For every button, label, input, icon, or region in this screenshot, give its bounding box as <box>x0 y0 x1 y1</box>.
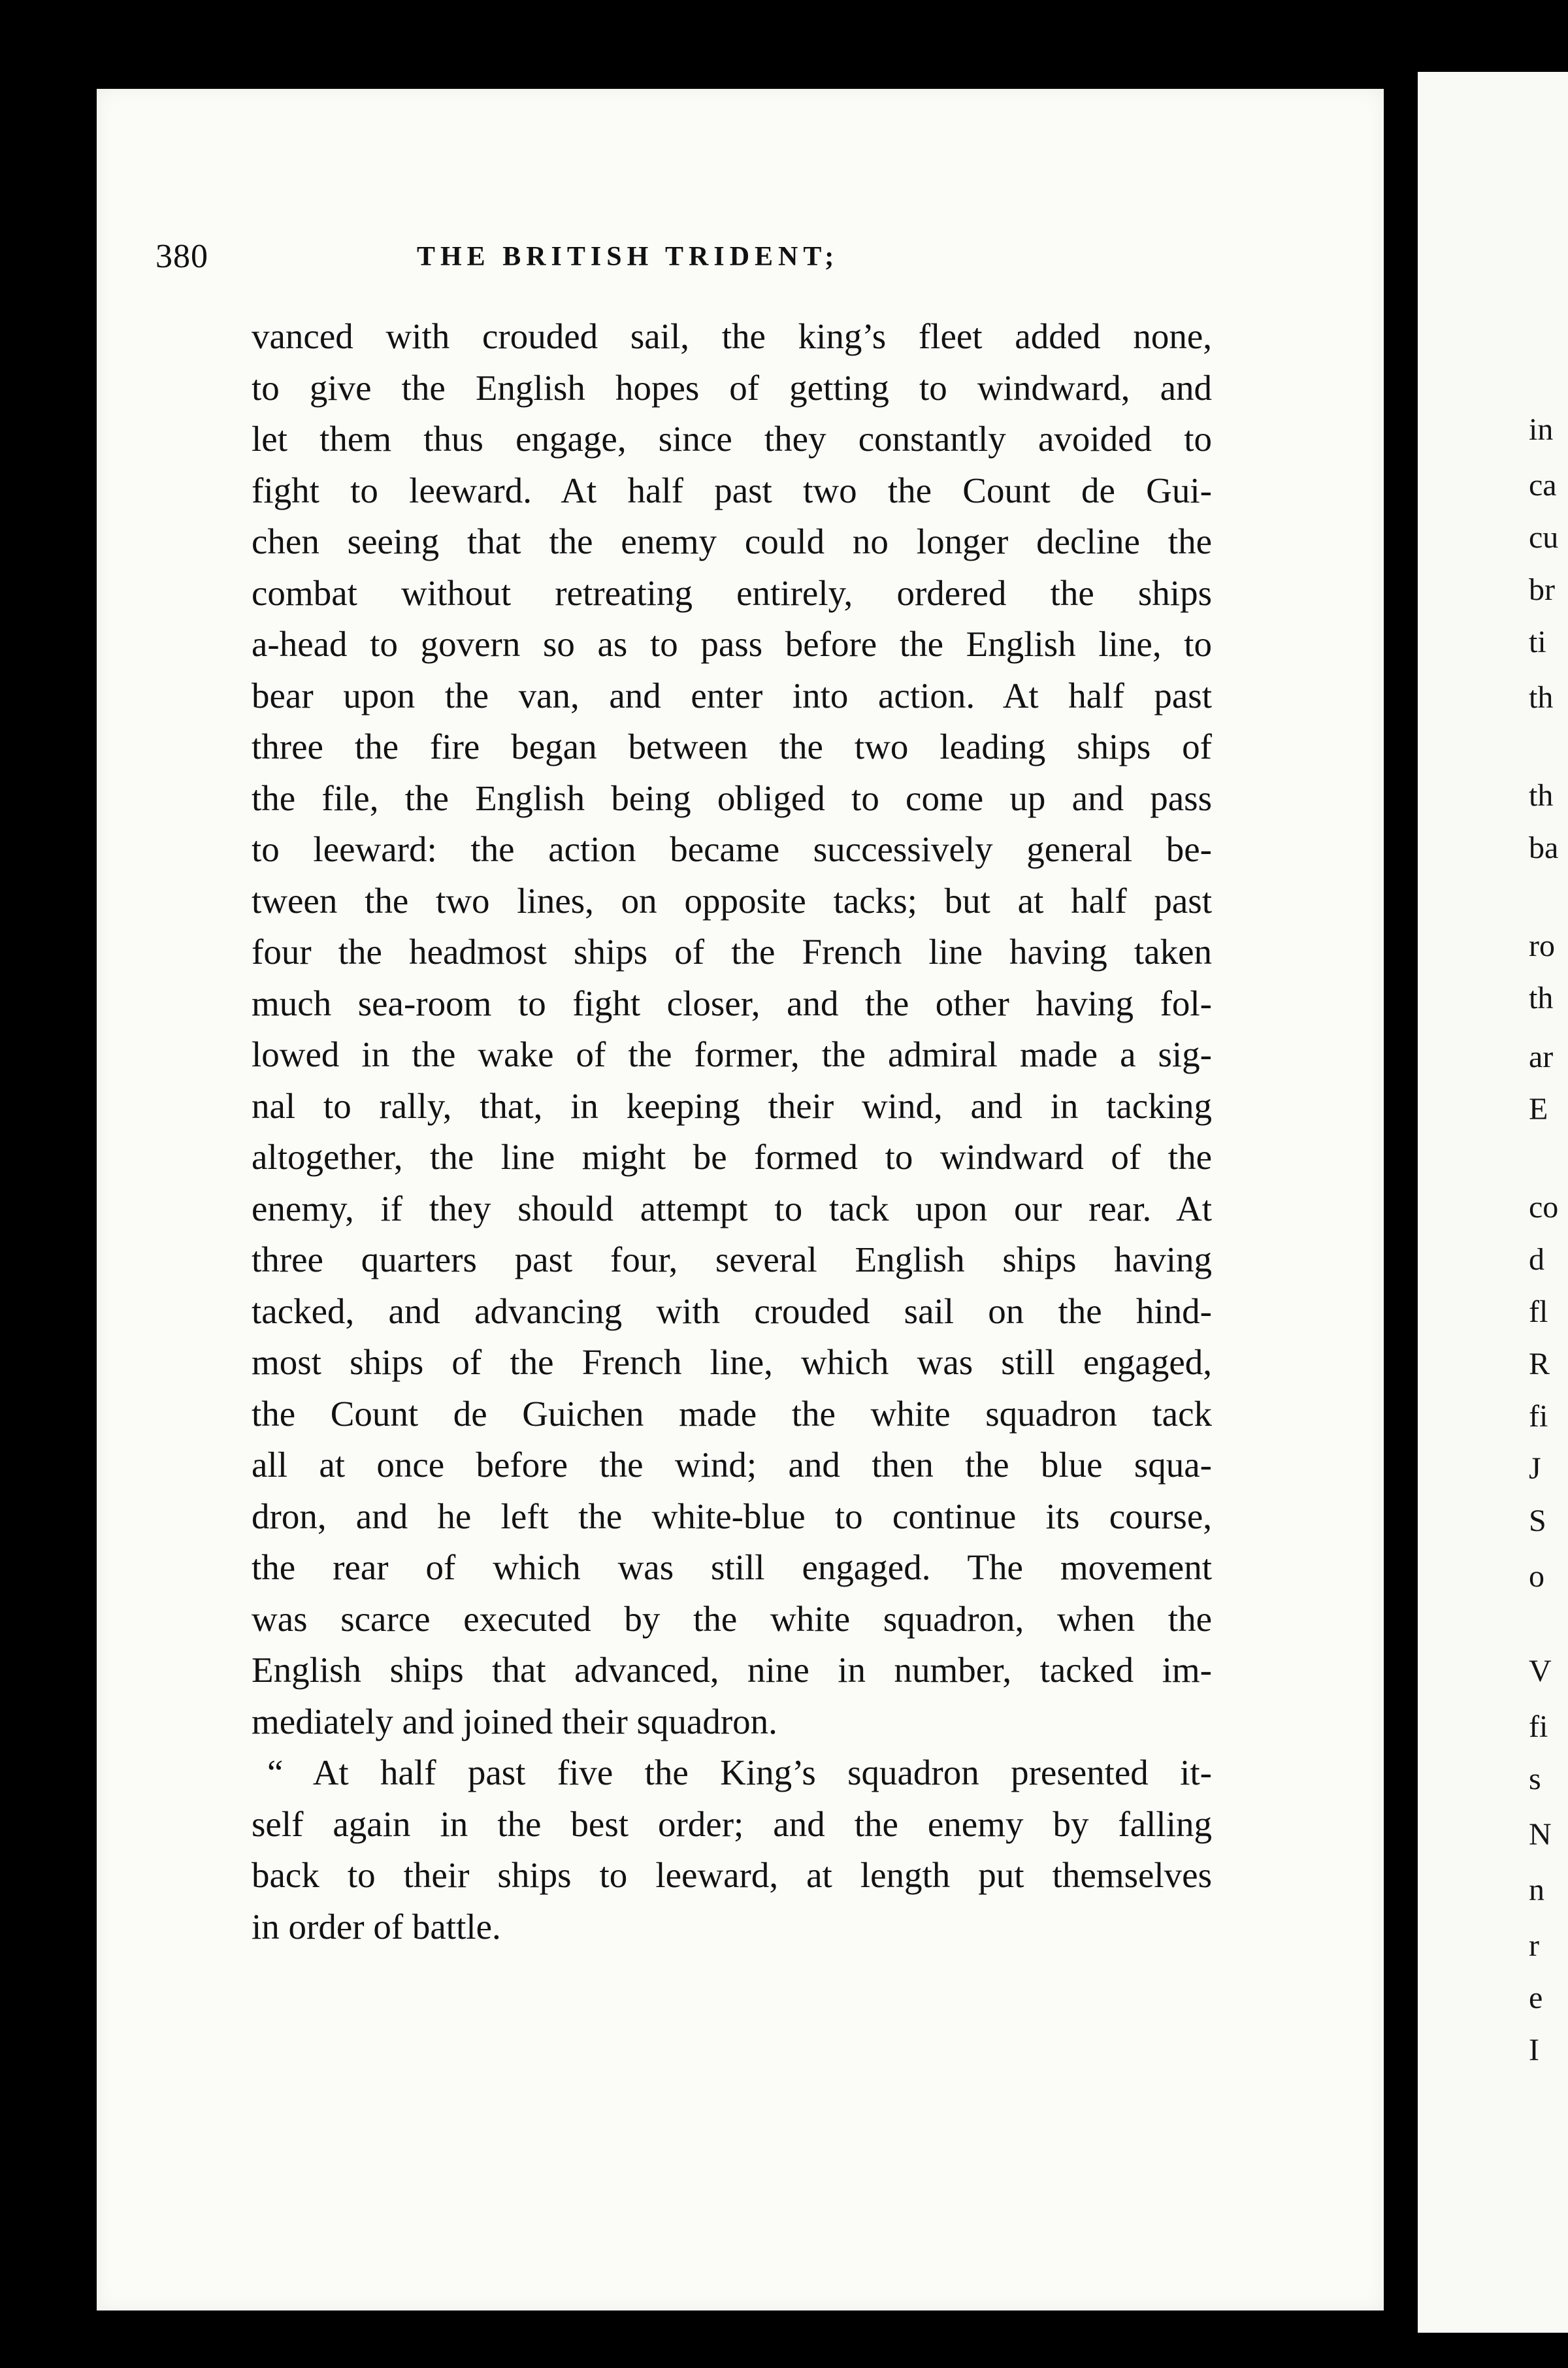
text-line: in order of battle. <box>252 1906 501 1947</box>
text-line: to leeward: the action became successively general be- <box>252 829 1212 869</box>
facing-page-fragment: ro <box>1529 929 1555 963</box>
facing-page-fragment: r <box>1529 1928 1539 1963</box>
facing-page-fragment: E <box>1529 1092 1548 1126</box>
text-line: nal to rally, that, in keeping their wind, and in tacking <box>252 1085 1212 1126</box>
facing-page-fragment: cu <box>1529 520 1559 555</box>
facing-page-fragment: th <box>1529 981 1554 1015</box>
facing-page-fragment: ca <box>1529 468 1557 502</box>
facing-page-fragment: fi <box>1529 1399 1548 1434</box>
body-text <box>252 311 1212 1952</box>
text-line: three quarters past four, several English ships having <box>252 1240 1212 1279</box>
text-line: lowed in the wake of the former, the admiral made a sig- <box>252 1034 1212 1074</box>
text-line: tacked, and advancing with crouded sail on the hind- <box>252 1291 1212 1331</box>
text-line: let them thus engage, since they constantly avoided to <box>252 419 1212 459</box>
text-line: altogether, the line might be formed to windward of the <box>252 1137 1212 1177</box>
facing-page-fragment: d <box>1529 1242 1544 1277</box>
facing-page-fragment: J <box>1529 1451 1541 1486</box>
facing-page-fragment: n <box>1529 1873 1544 1907</box>
facing-page-fragment: in <box>1529 412 1554 447</box>
text-line: to give the English hopes of getting to windward, and <box>252 367 1212 408</box>
facing-page-fragment: th <box>1529 680 1554 715</box>
text-line: a-head to govern so as to pass before the English line, to <box>252 624 1212 664</box>
text-line: four the headmost ships of the French line having taken <box>252 932 1212 972</box>
page-gutter <box>1384 0 1418 2368</box>
text-line: bear upon the van, and enter into action. At half past <box>252 675 1212 715</box>
text-line: fight to leeward. At half past two the Count de Gui- <box>252 470 1212 510</box>
facing-page-fragment: R <box>1529 1347 1550 1381</box>
text-line: the rear of which was still engaged. The movement <box>252 1547 1212 1587</box>
text-line: mediately and joined their squadron. <box>252 1701 777 1741</box>
page-number: 380 <box>155 238 208 275</box>
facing-page-fragment: br <box>1529 572 1555 607</box>
text-line: combat without retreating entirely, ordered the ships <box>252 572 1212 613</box>
facing-page-fragment: I <box>1529 2033 1539 2067</box>
running-title: THE BRITISH TRIDENT; <box>417 242 840 272</box>
text-line: dron, and he left the white-blue to continue its course, <box>252 1496 1212 1536</box>
facing-page-fragment: co <box>1529 1190 1559 1225</box>
text-line: vanced with crouded sail, the king’s fleet added none, <box>252 316 1212 356</box>
text-line: enemy, if they should attempt to tack upon our rear. At <box>252 1188 1212 1228</box>
facing-page-fragment: V <box>1529 1654 1552 1688</box>
text-line: much sea-room to fight closer, and the other having fol- <box>252 983 1212 1023</box>
text-line: the Count de Guichen made the white squadron tack <box>252 1393 1212 1434</box>
text-line: self again in the best order; and the enemy by falling <box>252 1803 1212 1844</box>
text-line: the file, the English being obliged to come up and pass <box>252 778 1212 818</box>
running-head <box>155 237 1214 276</box>
facing-page-fragment: ba <box>1529 830 1559 865</box>
text-line: chen seeing that the enemy could no longer decline the <box>252 521 1212 561</box>
text-line: was scarce executed by the white squadron, when the <box>252 1598 1212 1639</box>
text-line: most ships of the French line, which was still engaged, <box>252 1342 1212 1382</box>
facing-page-fragment: N <box>1529 1817 1552 1852</box>
text-line: back to their ships to leeward, at length put themselves <box>252 1855 1212 1895</box>
facing-page-fragment: o <box>1529 1559 1544 1594</box>
facing-page-fragment: s <box>1529 1762 1541 1796</box>
facing-page-fragment: S <box>1529 1504 1546 1538</box>
facing-page-fragment: ar <box>1529 1040 1554 1074</box>
facing-page-fragment: th <box>1529 778 1554 813</box>
text-line: three the fire began between the two leading ships of <box>252 727 1212 766</box>
facing-page-fragment: e <box>1529 1981 1543 2015</box>
text-line: all at once before the wind; and then the blue squa- <box>252 1445 1212 1485</box>
facing-page-fragment: fl <box>1529 1294 1548 1329</box>
text-line: tween the two lines, on opposite tacks; but at half past <box>252 880 1212 921</box>
text-line: “ At half past five the King’s squadron presented it- <box>267 1752 1212 1792</box>
text-line: English ships that advanced, nine in number, tacked im- <box>252 1650 1212 1690</box>
facing-page-fragment: ti <box>1529 625 1546 659</box>
facing-page-fragment: fi <box>1529 1709 1548 1744</box>
